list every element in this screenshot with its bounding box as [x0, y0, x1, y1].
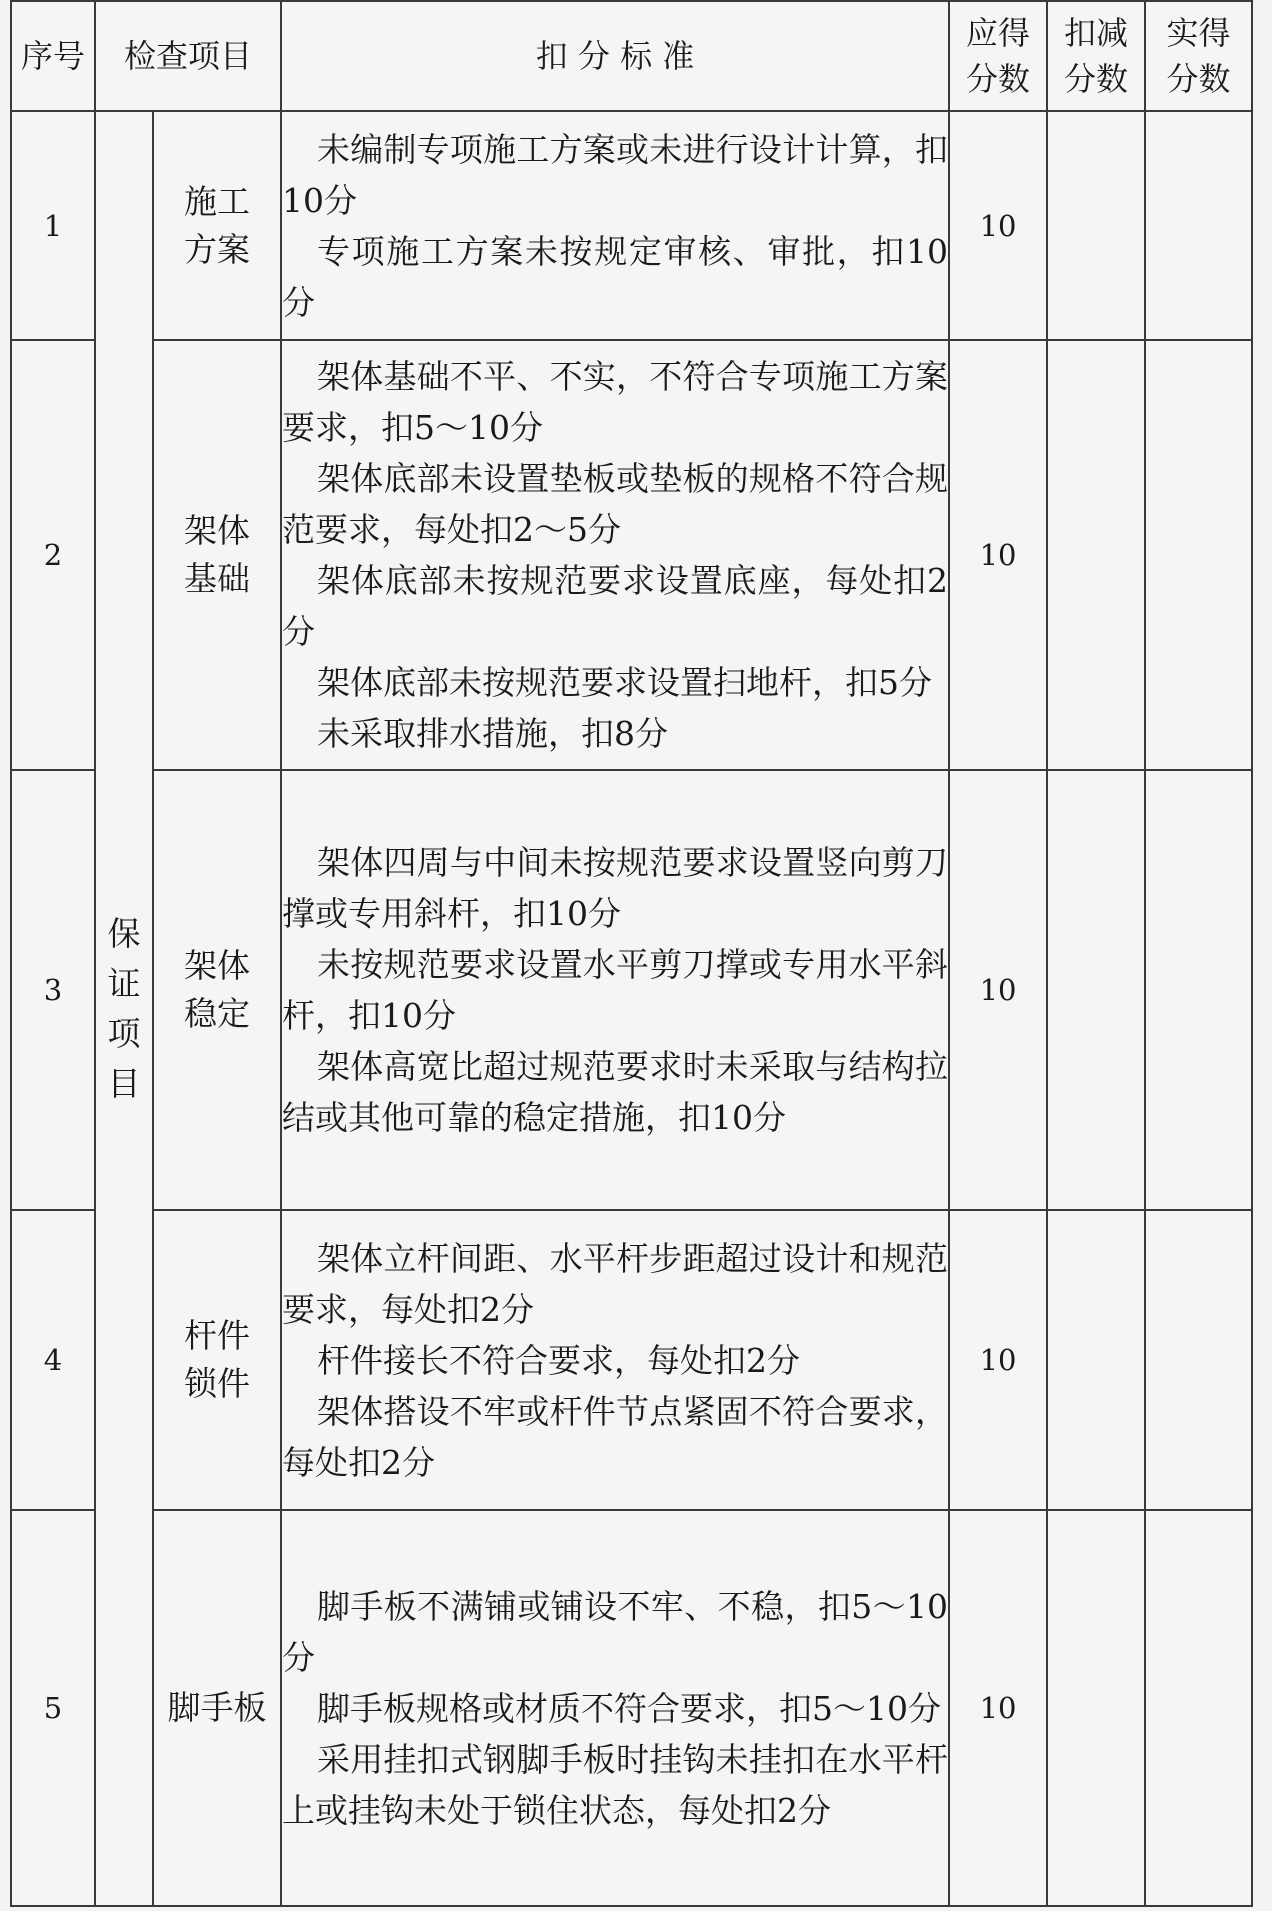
- item-line: 架体: [184, 946, 250, 985]
- header-row: [11, 1, 1252, 111]
- actual-score-cell: [1145, 111, 1252, 340]
- standard-text: 未采取排水措施，扣8分: [317, 714, 669, 753]
- standard-text: 架体立杆间距、水平杆步距超过设计和规范要求，每处扣2分: [282, 1238, 949, 1329]
- header-item: 检查项目: [95, 1, 281, 111]
- standard-cell: [281, 1210, 949, 1510]
- group-label: [95, 111, 153, 1906]
- row-number: 5: [11, 1510, 95, 1906]
- standard-text: 未编制专项施工方案或未进行设计计算，扣10分: [282, 129, 949, 220]
- due-score: 10: [949, 340, 1047, 770]
- item-line: 架体: [184, 511, 250, 550]
- standard-text: 架体底部未按规范要求设置底座，每处扣2分: [282, 561, 949, 651]
- standard-text: 脚手板规格或材质不符合要求，扣5～10分: [317, 1688, 942, 1728]
- deduct-score-cell: [1047, 1210, 1145, 1510]
- row-number: 4: [11, 1210, 95, 1510]
- row-number: 2: [11, 340, 95, 770]
- standard-text: 采用挂扣式钢脚手板时挂钩未挂扣在水平杆上或挂钩未处于锁住状态，每处扣2分: [282, 1739, 949, 1830]
- standard-cell: [281, 1510, 949, 1906]
- item-line: 基础: [184, 559, 250, 598]
- group-char: 保: [107, 913, 141, 953]
- standard-text: 架体底部未设置垫板或垫板的规格不符合规范要求，每处扣2～5分: [282, 459, 949, 549]
- header-no: 序号: [11, 1, 95, 111]
- table-row: [11, 770, 1252, 1210]
- item-line: 施工: [184, 181, 250, 221]
- actual-score-cell: [1145, 340, 1252, 770]
- header-actual-score: [1145, 1, 1252, 111]
- header-deduct-score: [1047, 1, 1145, 111]
- item-line: 锁件: [184, 1364, 250, 1403]
- header-actual-line2: 分数: [1166, 60, 1231, 98]
- standard-cell: [281, 770, 949, 1210]
- standard-text: 架体底部未按规范要求设置扫地杆，扣5分: [317, 663, 933, 702]
- header-standard: 扣 分 标 准: [281, 1, 949, 111]
- table-row: [11, 340, 1252, 770]
- table-row: [11, 1210, 1252, 1510]
- actual-score-cell: [1145, 1210, 1252, 1510]
- standard-text: 脚手板不满铺或铺设不牢、不稳，扣5～10分: [282, 1586, 949, 1677]
- deduct-score-cell: [1047, 1510, 1145, 1906]
- item-name: [153, 111, 281, 340]
- header-actual-line1: 实得: [1166, 14, 1231, 52]
- inspection-table: [10, 0, 1253, 1907]
- group-char: 项: [107, 1013, 141, 1053]
- standard-text: 架体基础不平、不实，不符合专项施工方案要求，扣5～10分: [282, 357, 949, 447]
- row-number: 1: [11, 111, 95, 340]
- due-score: 10: [949, 1210, 1047, 1510]
- item-line: 杆件: [184, 1316, 250, 1355]
- standard-text: 架体搭设不牢或杆件节点紧固不符合要求，每处扣2分: [282, 1391, 949, 1482]
- actual-score-cell: [1145, 770, 1252, 1210]
- item-name: [153, 1510, 281, 1906]
- actual-score-cell: [1145, 1510, 1252, 1906]
- item-line: 脚手板: [167, 1688, 267, 1727]
- standard-text: 架体高宽比超过规范要求时未采取与结构拉结或其他可靠的稳定措施，扣10分: [282, 1047, 949, 1137]
- item-name: [153, 1210, 281, 1510]
- item-name: [153, 340, 281, 770]
- deduct-score-cell: [1047, 770, 1145, 1210]
- standard-text: 未按规范要求设置水平剪刀撑或专用水平斜杆，扣10分: [282, 945, 949, 1035]
- item-line: 方案: [184, 229, 250, 269]
- standard-text: 专项施工方案未按规定审核、审批，扣10分: [282, 231, 949, 322]
- due-score: 10: [949, 111, 1047, 340]
- header-due-line1: 应得: [966, 14, 1031, 52]
- deduct-score-cell: [1047, 340, 1145, 770]
- header-deduct-line2: 分数: [1064, 60, 1129, 98]
- header-deduct-line1: 扣减: [1064, 14, 1129, 52]
- row-number: 3: [11, 770, 95, 1210]
- table-row: [11, 1510, 1252, 1906]
- group-char: 证: [107, 963, 141, 1003]
- header-due-line2: 分数: [966, 60, 1031, 98]
- due-score: 10: [949, 770, 1047, 1210]
- item-line: 稳定: [184, 994, 250, 1033]
- deduct-score-cell: [1047, 111, 1145, 340]
- standard-text: 架体四周与中间未按规范要求设置竖向剪刀撑或专用斜杆，扣10分: [282, 843, 949, 933]
- due-score: 10: [949, 1510, 1047, 1906]
- item-name: [153, 770, 281, 1210]
- standard-cell: [281, 340, 949, 770]
- group-char: 目: [107, 1063, 141, 1103]
- standard-cell: [281, 111, 949, 340]
- header-due-score: [949, 1, 1047, 111]
- standard-text: 杆件接长不符合要求，每处扣2分: [317, 1340, 801, 1380]
- table-row: [11, 111, 1252, 340]
